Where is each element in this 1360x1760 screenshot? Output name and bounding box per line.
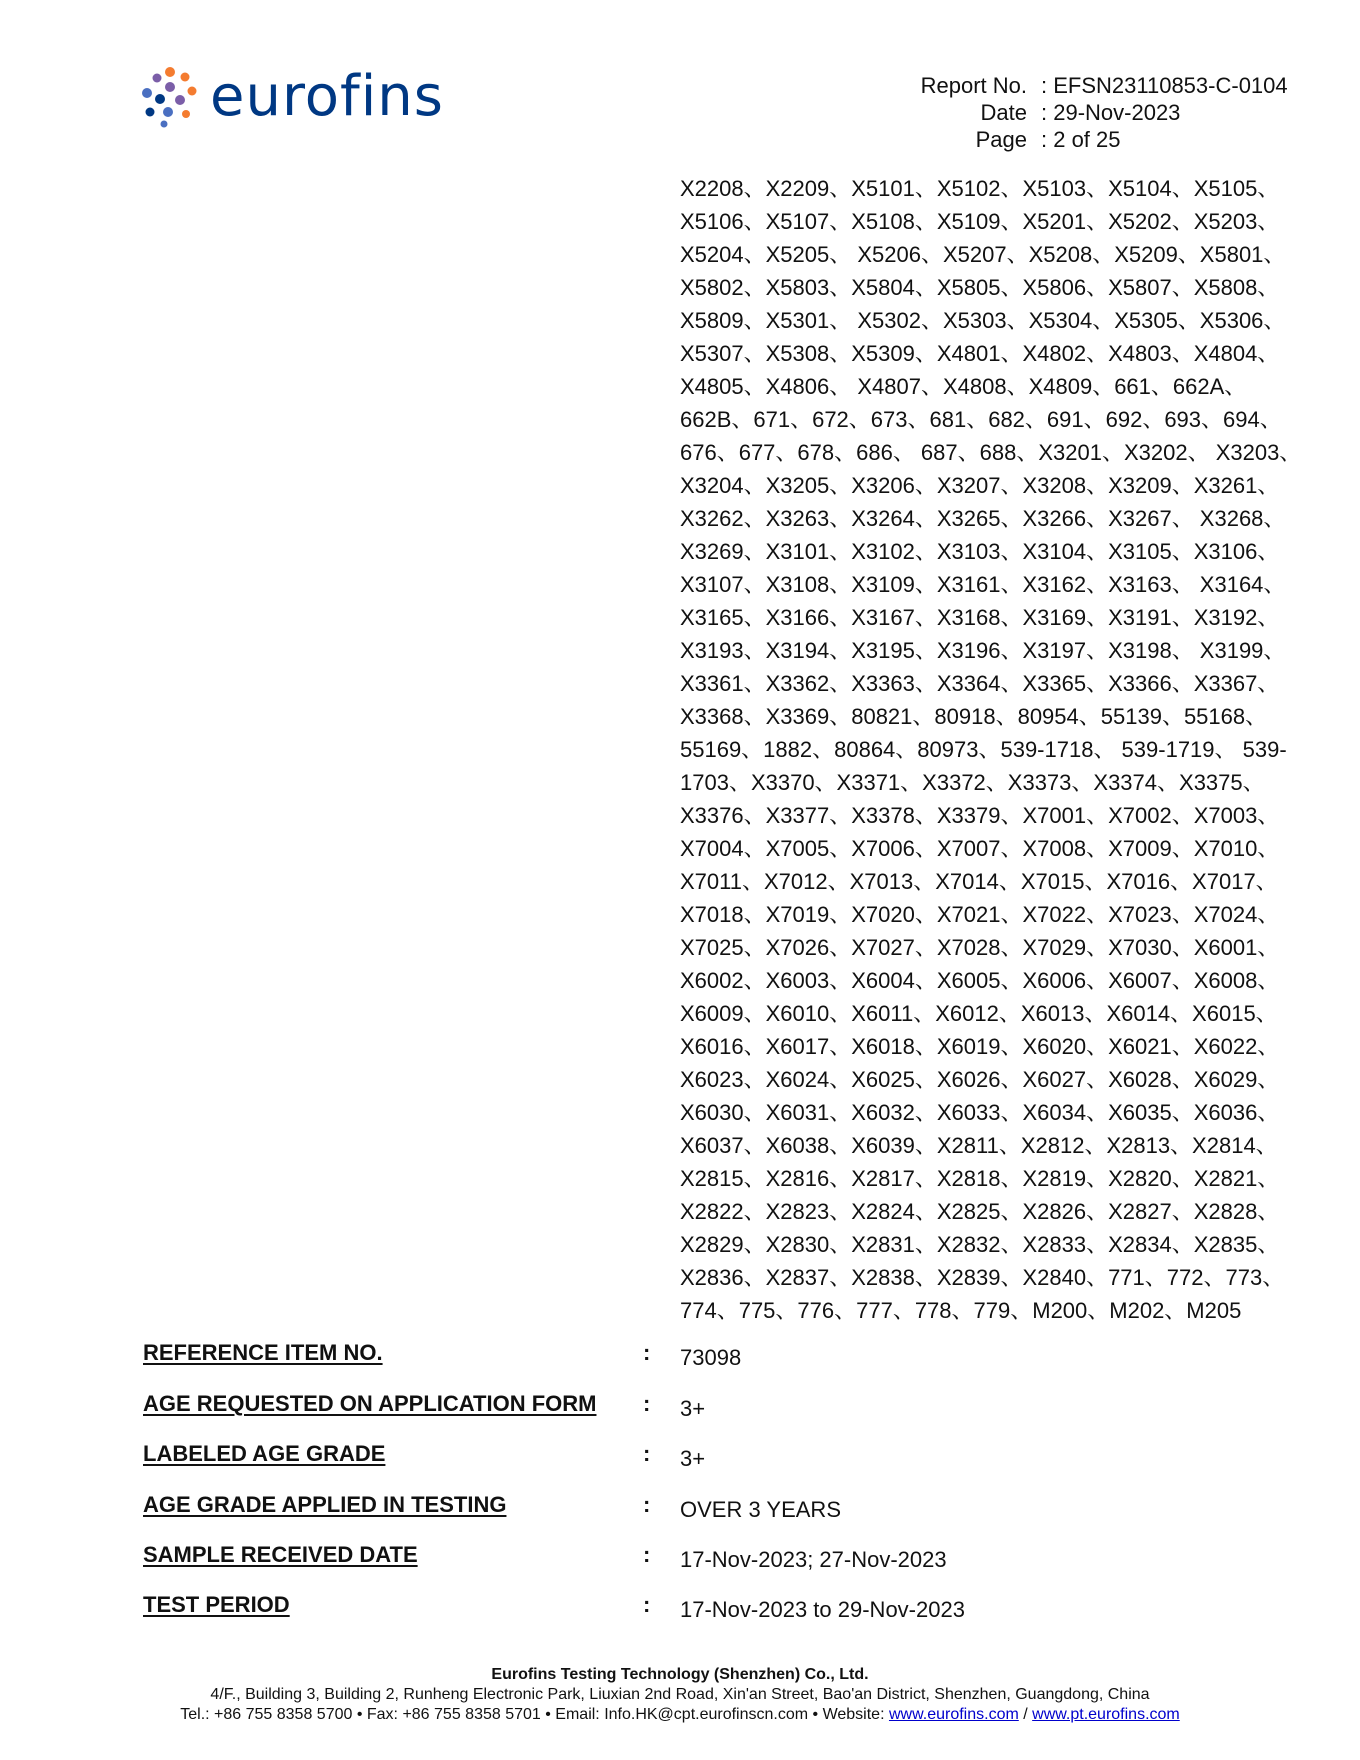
eurofins-dots-icon xyxy=(140,66,202,128)
field-colon: : xyxy=(643,1592,651,1617)
item-list-line: X2208、X2209、X5101、X5102、X5103、X5104、X5105、 xyxy=(680,176,1280,201)
item-list-line: X7011、X7012、X7013、X7014、X7015、X7016、X7017、 xyxy=(680,869,1278,894)
item-list-line: X6002、X6003、X6004、X6005、X6006、X6007、X6008、 xyxy=(680,968,1280,993)
item-list-line: X5106、X5107、X5108、X5109、X5201、X5202、X5203、 xyxy=(680,209,1280,234)
footer-address: 4/F., Building 3, Building 2, Runheng Electronic Park, Liuxian 2nd Road, Xin'an Street, Bao'an District, Shenzhen, Guangdong, China xyxy=(210,1686,1150,1703)
page-footer xyxy=(0,1665,1360,1725)
field-colon: : xyxy=(643,1340,651,1365)
report-no-value: : EFSN23110853-C-0104 xyxy=(1041,73,1288,98)
field-value: 17-Nov-2023 to 29-Nov-2023 xyxy=(680,1597,965,1622)
field-value: 17-Nov-2023; 27-Nov-2023 xyxy=(680,1547,947,1572)
item-list-line: 1703、X3370、X3371、X3372、X3373、X3374、X3375、 xyxy=(680,770,1265,795)
item-list-line: X7004、X7005、X7006、X7007、X7008、X7009、X7010、 xyxy=(680,836,1280,861)
field-reference-item-no xyxy=(143,1340,1293,1380)
item-list-line: X3193、X3194、X3195、X3196、X3197、X3198、 X3199、 xyxy=(680,638,1286,663)
field-label: AGE GRADE APPLIED IN TESTING xyxy=(143,1492,507,1517)
item-list-line: X5204、X5205、 X5206、X5207、X5208、X5209、X5801、 xyxy=(680,242,1286,267)
footer-company: Eurofins Testing Technology (Shenzhen) Co., Ltd. xyxy=(491,1666,869,1683)
item-list-line: 55169、1882、80864、80973、539-1718、 539-1719、 539- xyxy=(680,737,1287,762)
item-list-line: X3368、X3369、80821、80918、80954、55139、55168、 xyxy=(680,704,1268,729)
field-value: OVER 3 YEARS xyxy=(680,1497,841,1522)
report-date-label: Date xyxy=(980,100,1027,125)
item-list-line: X2829、X2830、X2831、X2832、X2833、X2834、X2835、 xyxy=(680,1232,1280,1257)
item-list-line: X3107、X3108、X3109、X3161、X3162、X3163、 X3164、 xyxy=(680,572,1286,597)
footer-contact xyxy=(0,1705,1360,1725)
eurofins-logo xyxy=(140,66,444,128)
eurofins-website-link[interactable]: www.eurofins.com xyxy=(888,1706,1019,1723)
item-list-line: X4805、X4806、 X4807、X4808、X4809、661、662A、 xyxy=(680,374,1247,399)
item-list-line: X3269、X3101、X3102、X3103、X3104、X3105、X3106、 xyxy=(680,539,1280,564)
field-sample-received-date xyxy=(143,1542,1293,1582)
field-label: TEST PERIOD xyxy=(143,1592,290,1617)
field-labeled-age-grade xyxy=(143,1441,1293,1481)
item-list-line: X7018、X7019、X7020、X7021、X7022、X7023、X7024、 xyxy=(680,902,1280,927)
field-label: AGE REQUESTED ON APPLICATION FORM xyxy=(143,1391,597,1416)
item-number-list xyxy=(680,172,1310,1327)
field-age-requested xyxy=(143,1391,1293,1431)
item-list-line: X2815、X2816、X2817、X2818、X2819、X2820、X2821、 xyxy=(680,1166,1280,1191)
item-list-line: X3262、X3263、X3264、X3265、X3266、X3267、 X3268、 xyxy=(680,506,1286,531)
item-list-line: X6037、X6038、X6039、X2811、X2812、X2813、X2814、 xyxy=(680,1133,1278,1158)
field-age-grade-applied xyxy=(143,1492,1293,1532)
item-list-line: X5802、X5803、X5804、X5805、X5806、X5807、X5808、 xyxy=(680,275,1280,300)
report-no-row xyxy=(880,72,1288,99)
item-list-line: X3165、X3166、X3167、X3168、X3169、X3191、X3192、 xyxy=(680,605,1280,630)
item-list-line: X6009、X6010、X6011、X6012、X6013、X6014、X6015、 xyxy=(680,1001,1278,1026)
item-list-line: X7025、X7026、X7027、X7028、X7029、X7030、X6001、 xyxy=(680,935,1280,960)
footer-contact-text: Tel.: +86 755 8358 5700 • Fax: +86 755 8358 5701 • Email: Info.HK@cpt.eurofinscn.com • Website: xyxy=(180,1706,889,1723)
item-list-line: X2836、X2837、X2838、X2839、X2840、771、772、773、 xyxy=(680,1265,1285,1290)
item-list-line: 774、775、776、777、778、779、M200、M202、M205 xyxy=(680,1298,1242,1323)
field-value: 73098 xyxy=(680,1345,742,1370)
field-value: 3+ xyxy=(680,1396,706,1421)
report-page-value: : 2 of 25 xyxy=(1041,127,1121,152)
report-date-row xyxy=(880,99,1288,126)
report-no-label: Report No. xyxy=(920,73,1027,98)
logo-text: eurofins xyxy=(210,64,444,129)
report-date-value: : 29-Nov-2023 xyxy=(1041,100,1181,125)
item-list-line: 676、677、678、686、 687、688、X3201、X3202、 X3203、 xyxy=(680,440,1302,465)
item-list-line: X5809、X5301、 X5302、X5303、X5304、X5305、X5306、 xyxy=(680,308,1286,333)
report-page-row xyxy=(880,126,1288,153)
item-list-line: X3204、X3205、X3206、X3207、X3208、X3209、X3261、 xyxy=(680,473,1280,498)
field-test-period xyxy=(143,1592,1293,1632)
field-label: LABELED AGE GRADE xyxy=(143,1441,386,1466)
field-label: REFERENCE ITEM NO. xyxy=(143,1340,383,1365)
footer-link-separator: / xyxy=(1018,1706,1033,1723)
field-value: 3+ xyxy=(680,1446,706,1471)
field-colon: : xyxy=(643,1441,651,1466)
item-list-line: X6016、X6017、X6018、X6019、X6020、X6021、X6022、 xyxy=(680,1034,1280,1059)
item-list-line: X3361、X3362、X3363、X3364、X3365、X3366、X3367、 xyxy=(680,671,1280,696)
field-colon: : xyxy=(643,1492,651,1517)
field-colon: : xyxy=(643,1391,651,1416)
field-colon: : xyxy=(643,1542,651,1567)
report-page-label: Page xyxy=(975,127,1027,152)
item-list-line: X6030、X6031、X6032、X6033、X6034、X6035、X6036、 xyxy=(680,1100,1280,1125)
field-label: SAMPLE RECEIVED DATE xyxy=(143,1542,418,1567)
item-list-line: 662B、671、672、673、681、682、691、692、693、694、 xyxy=(680,407,1282,432)
item-list-line: X5307、X5308、X5309、X4801、X4802、X4803、X4804、 xyxy=(680,341,1280,366)
report-header xyxy=(880,72,1288,153)
item-list-line: X6023、X6024、X6025、X6026、X6027、X6028、X6029、 xyxy=(680,1067,1280,1092)
item-list-line: X3376、X3377、X3378、X3379、X7001、X7002、X7003、 xyxy=(680,803,1280,828)
item-list-line: X2822、X2823、X2824、X2825、X2826、X2827、X2828、 xyxy=(680,1199,1280,1224)
pt-eurofins-website-link[interactable]: www.pt.eurofins.com xyxy=(1032,1706,1180,1723)
